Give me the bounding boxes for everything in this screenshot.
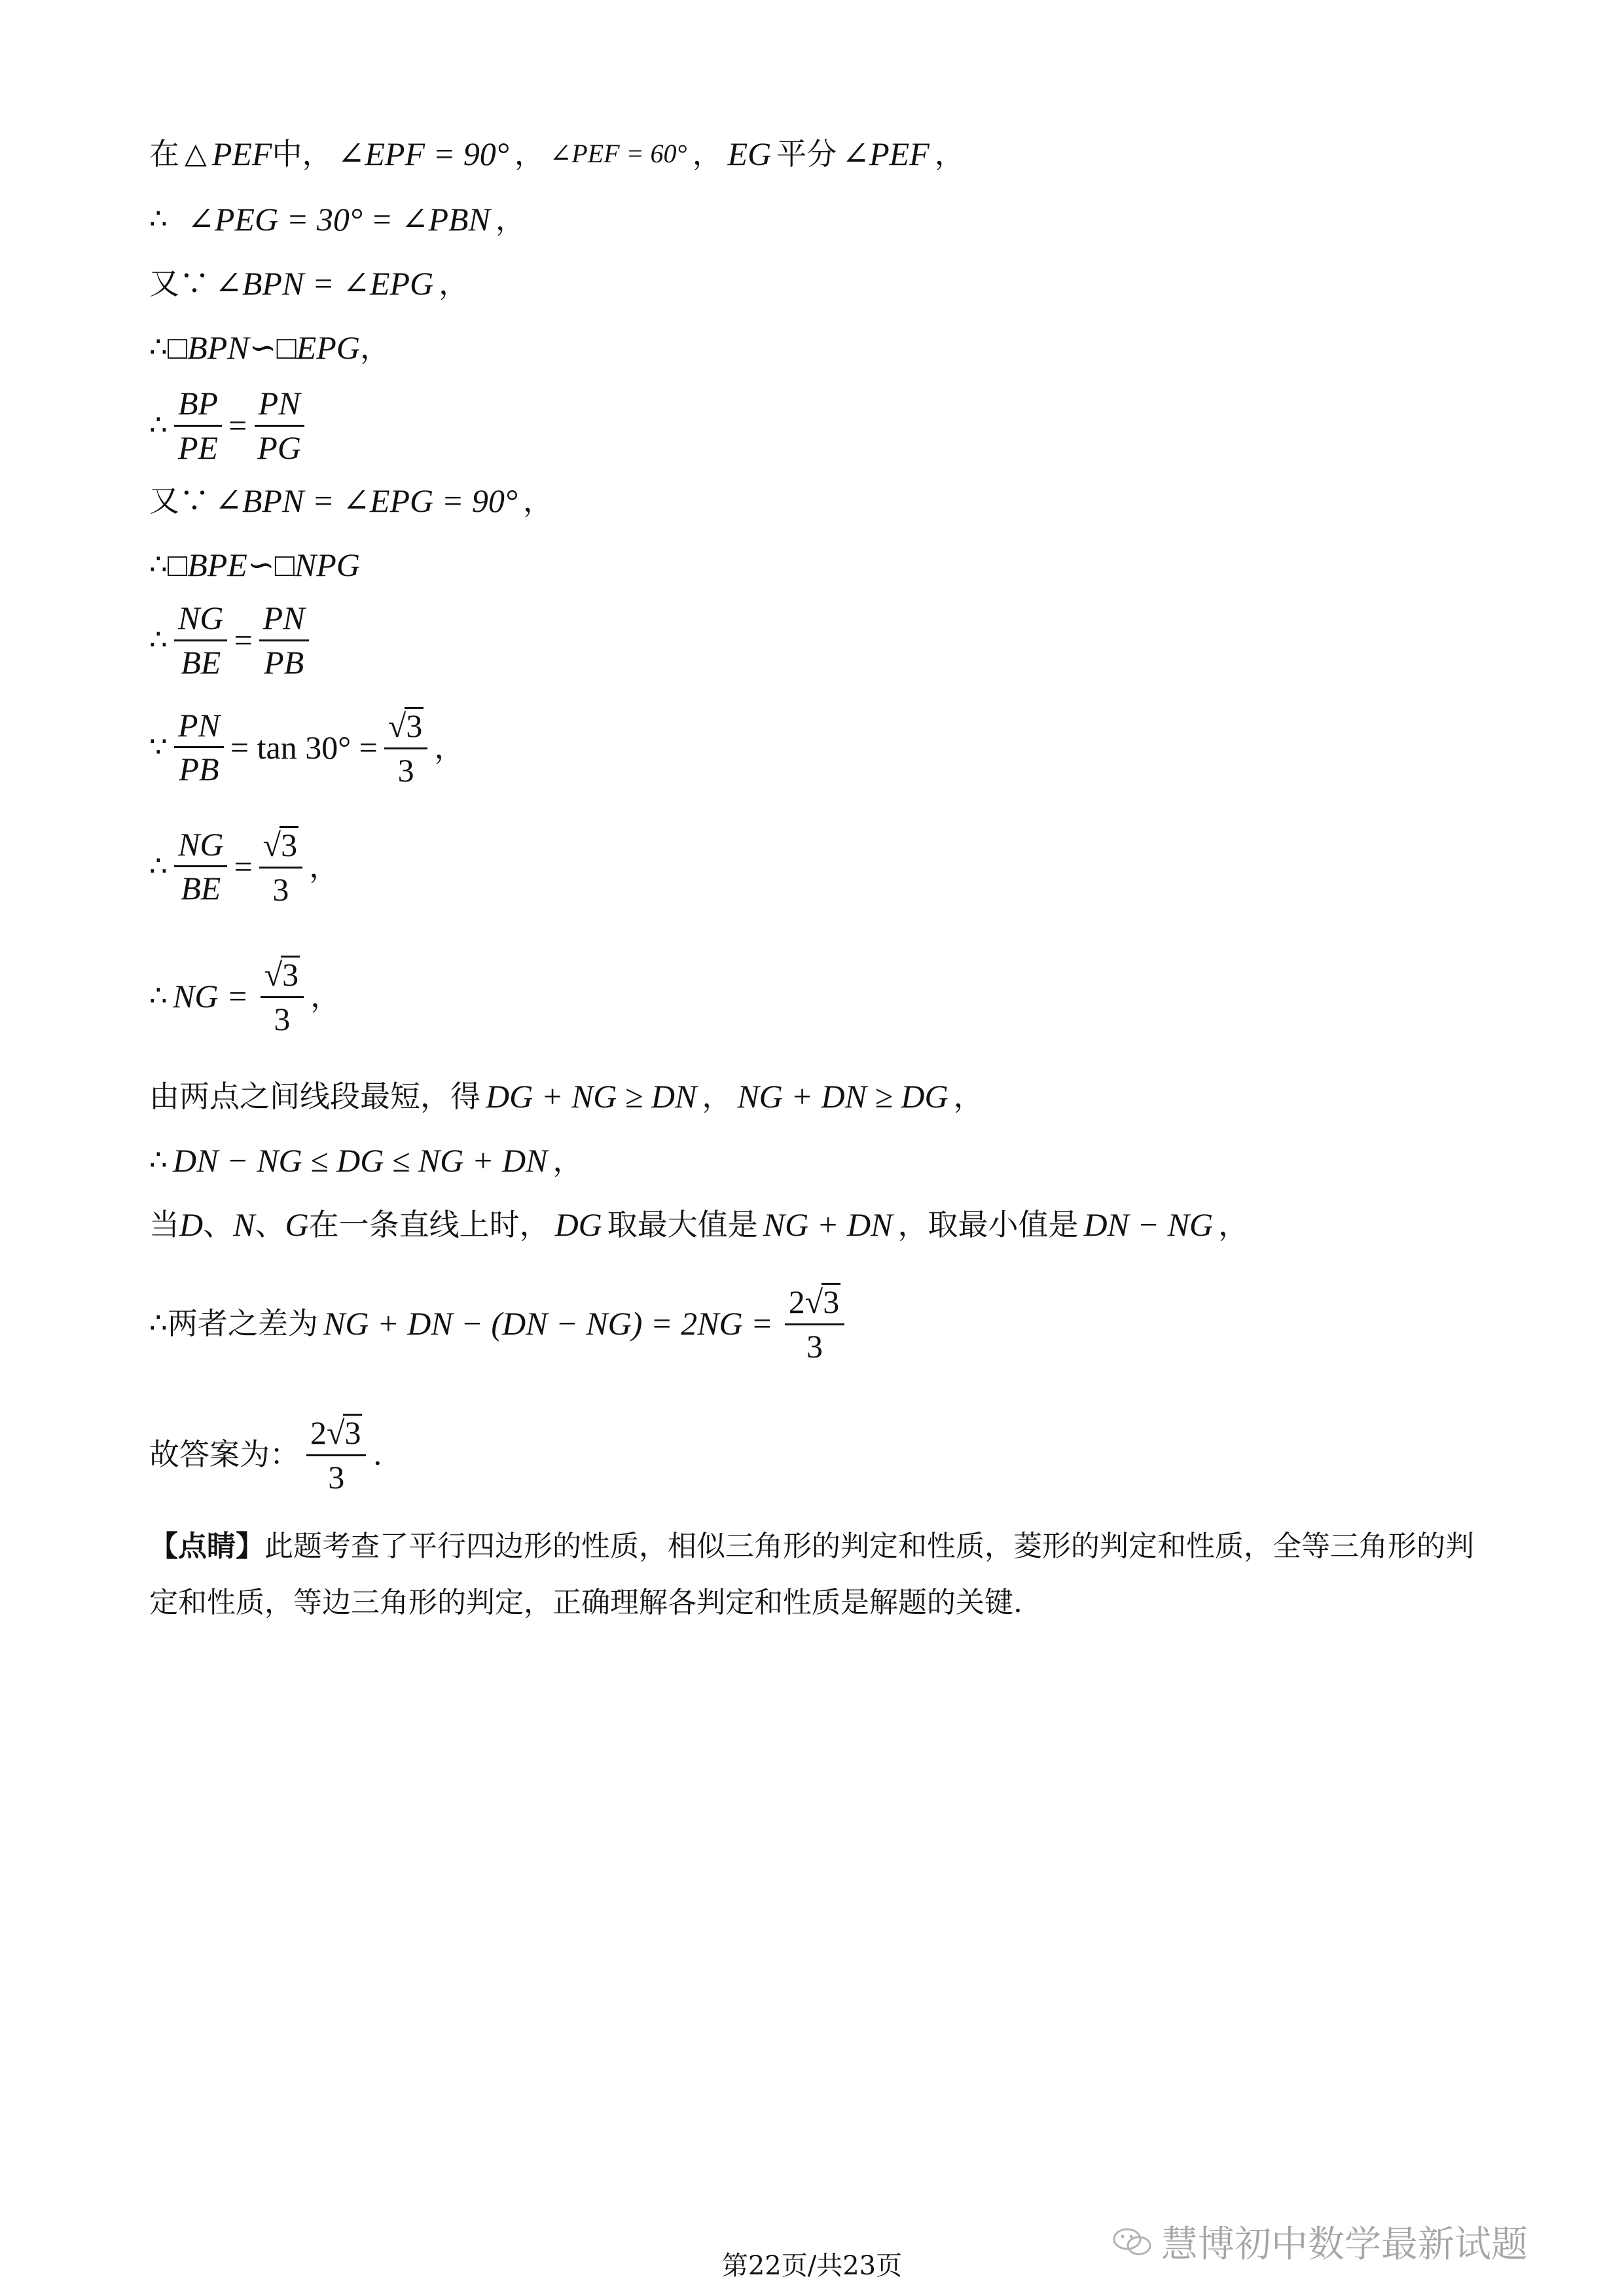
line-13: ∴ DN − NG ≤ DG ≤ NG + DN ，: [149, 1142, 583, 1179]
line-7: ∴ □BPE∽□NPG: [149, 547, 360, 583]
line-11: ∴ NG = √ 3 3 ，: [149, 956, 341, 1037]
line-9: ∵ $\frac{PN}{PB}$ = tan 30° = √ 3 3 ，: [149, 706, 465, 789]
line-14: 当 D 、 N 、 G 在一条直线上时， DG 取最大值是 NG + DN ，取最小值是 DN − NG ，: [149, 1206, 1249, 1243]
line-2: ∴ ∠PEG = 30° = ∠PBN ，: [149, 201, 526, 238]
line-3: 又∵ ∠BPN = ∠EPG ，: [149, 265, 469, 302]
line-1: 在 △ PEF 中， ∠EPF = 90° ， ∠PEF = 60° ， EG 平分 ∠PEF ，: [149, 135, 965, 172]
line-5: ∴ $\frac{BP}{PE}$ = $\frac{PN}{PG}$: [149, 386, 312, 465]
line-12: 由两点之间线段最短，得 DG + NG ≥ DN ， NG + DN ≥ DG ，: [149, 1078, 984, 1115]
answer-line: 故答案为： 2 √ 3 3 .: [149, 1414, 383, 1496]
page-footer: 第22页/共23页: [721, 2251, 903, 2281]
watermark: 慧博初中数学最新试题: [1113, 2215, 1528, 2268]
line-10: ∴ $\frac{NG}{BE}$ = √ 3 3 ，: [149, 825, 340, 908]
line-4: ∴ □BPN∽□EPG ，: [149, 329, 390, 366]
line-15: ∴ 两者之差为 NG + DN − (DN − NG) = 2NG = 2 √ 3 3: [149, 1283, 851, 1363]
line-8: ∴ $\frac{NG}{BE}$ = $\frac{PN}{PB}$: [149, 601, 316, 679]
line-6: 又∵ ∠BPN = ∠EPG = 90° ，: [149, 482, 553, 519]
comment-paragraph: 【点睛】此题考查了平行四边形的性质，相似三角形的判定和性质，菱形的判定和性质，全等三角形的判定和性质，等边三角形的判定，正确理解各判定和性质是解题的关键.: [149, 1530, 1474, 1619]
